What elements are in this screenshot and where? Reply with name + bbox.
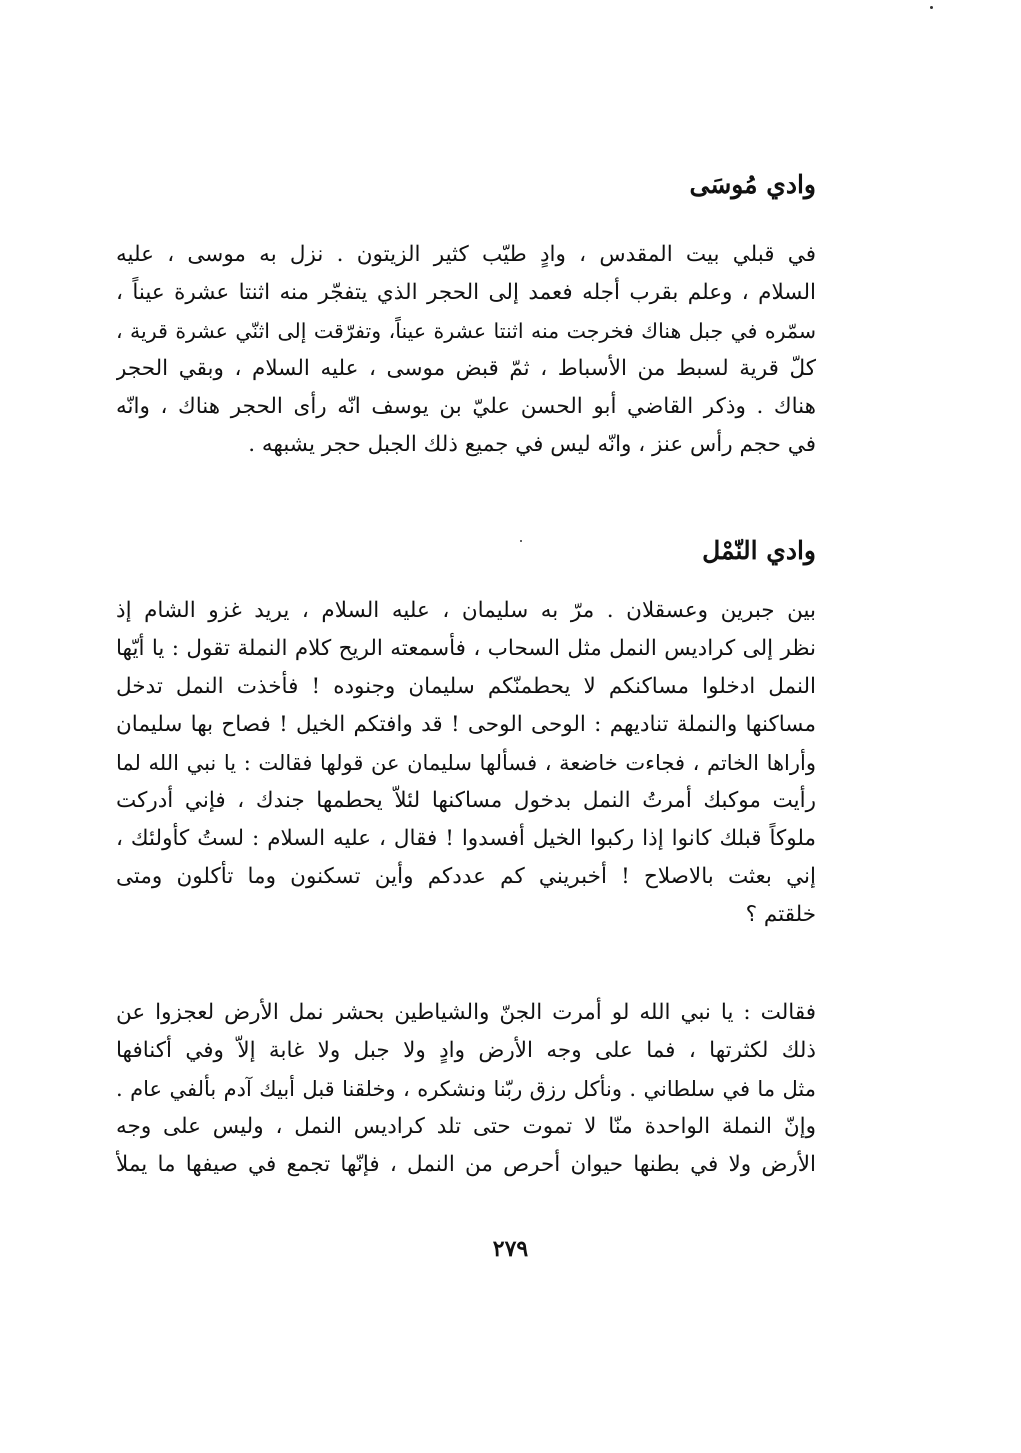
- text-line: في قبلي بيت المقدس ، وادٍ طيّب كثير الزيتون . نزل به موسى ، عليه: [116, 242, 816, 267]
- text-line: مساكنها والنملة تناديهم : الوحى الوحى ! قد وافتكم الخيل ! فصاح بها سليمان: [116, 712, 816, 737]
- text-line: هناك . وذكر القاضي أبو الحسن عليّ بن يوسف انّه رأى الحجر هناك ، وانّه: [116, 394, 816, 419]
- paragraph-wadi-naml-2: [116, 994, 816, 1184]
- text-line: ذلك لكثرتها ، فما على وجه الأرض وادٍ ولا جبل ولا غابة إلاّ وفي أكنافها: [116, 1038, 816, 1063]
- paragraph-wadi-naml-1: [116, 592, 816, 934]
- text-line: الأرض ولا في بطنها حيوان أحرص من النمل ، فإنّها تجمع في صيفها ما يملأ: [116, 1152, 816, 1177]
- text-line: في حجم رأس عنز ، وانّه ليس في جميع ذلك الجبل حجر يشبهه .: [248, 432, 816, 457]
- text-line: خلقتم ؟: [745, 902, 816, 927]
- text-line: كلّ قرية لسبط من الأسباط ، ثمّ قبض موسى ، عليه السلام ، وبقي الحجر: [116, 356, 816, 381]
- paragraph-wadi-musa: [116, 236, 816, 464]
- text-line: وأراها الخاتم ، فجاءت خاضعة ، فسألها سليمان عن قولها فقالت : يا نبي الله لما: [116, 751, 816, 775]
- scan-speck: [520, 540, 522, 542]
- text-line: وإنّ النملة الواحدة منّا لا تموت حتى تلد كراديس النمل ، وليس على وجه: [116, 1114, 816, 1139]
- text-line: مثل ما في سلطاني . ونأكل رزق ربّنا ونشكره ، وخلقنا قبل أبيك آدم بألفي عام .: [116, 1077, 816, 1101]
- section-title-wadi-musa: وادي مُوسَى: [689, 170, 816, 199]
- text-line: فقالت : يا نبي الله لو أمرت الجنّ والشياطين بحشر نمل الأرض لعجزوا عن: [116, 1000, 816, 1025]
- page-number: ٢٧٩: [492, 1236, 529, 1262]
- text-line: إني بعثت بالاصلاح ! أخبريني كم عددكم وأين تسكنون وما تأكلون ومتى: [116, 864, 816, 889]
- text-line: نظر إلى كراديس النمل مثل السحاب ، فأسمعته الريح كلام النملة تقول : يا أيّها: [116, 636, 816, 661]
- scan-speck: [930, 6, 933, 9]
- text-line: رأيت موكبك أمرتُ النمل بدخول مساكنها لئلاّ يحطمها جندك ، فإني أدركت: [116, 788, 816, 813]
- text-line: ملوكاً قبلك كانوا إذا ركبوا الخيل أفسدوا ! فقال ، عليه السلام : لستُ كأولئك ،: [116, 826, 816, 851]
- text-line: سمّره في جبل هناك فخرجت منه اثنتا عشرة عيناً، وتفرّقت إلى اثنّي عشرة قرية ،: [116, 319, 816, 343]
- text-line: النمل ادخلوا مساكنكم لا يحطمنّكم سليمان وجنوده ! فأخذت النمل تدخل: [116, 674, 816, 699]
- text-line: بين جبرين وعسقلان . مرّ به سليمان ، عليه السلام ، يريد غزو الشام إذ: [116, 598, 816, 623]
- section-title-wadi-naml: وادي النّمْل: [702, 536, 816, 565]
- text-line: السلام ، وعلم بقرب أجله فعمد إلى الحجر الذي يتفجّر منه اثنتا عشرة عيناً ،: [116, 280, 816, 305]
